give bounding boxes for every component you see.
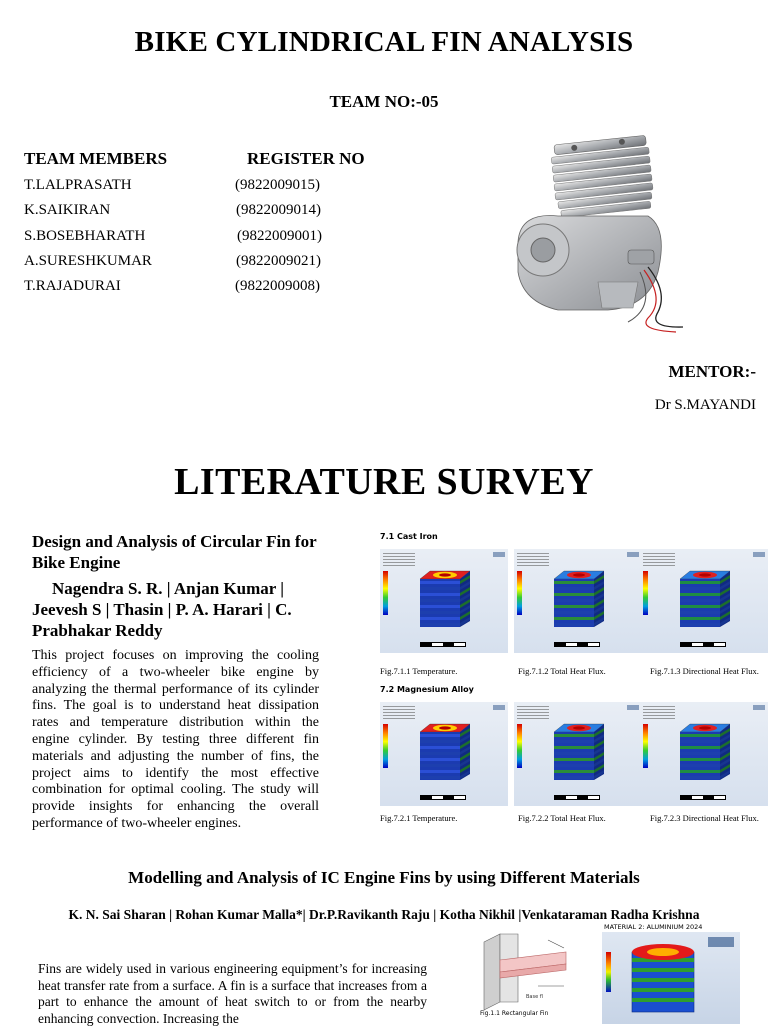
aluminium-analysis-image: [602, 932, 740, 1024]
thermal-analysis-panel: [380, 549, 508, 653]
member-register-no: (9822009014): [236, 202, 321, 218]
section-title: LITERATURE SURVEY: [174, 461, 594, 503]
paper1-title: Design and Analysis of Circular Fin for Bike Engine: [32, 532, 317, 572]
member-register-no: (9822009008): [235, 278, 320, 294]
team-number: TEAM NO:-05: [329, 92, 439, 111]
thermal-analysis-panel: [380, 702, 508, 806]
member-name: T.LALPRASATH: [24, 177, 132, 193]
member-name: K.SAIKIRAN: [24, 202, 111, 218]
paper1-authors: Nagendra S. R. | Anjan Kumar | Jeevesh S | Thasin | P. A. Harari | C. Prabhakar Reddy: [32, 579, 292, 640]
color-legend: [643, 571, 648, 615]
paper2-authors: K. N. Sai Sharan | Rohan Kumar Malla*| Dr.P.Ravikanth Raju | Kotha Nikhil |Venkataraman Radha Krishna: [68, 907, 700, 922]
color-legend: [517, 571, 522, 615]
fin-block-model: [676, 565, 734, 629]
fin-block-model: [416, 565, 474, 629]
figure-caption: Fig.7.2.3 Directional Heat Flux.: [650, 813, 759, 823]
scale-bar: [554, 642, 600, 647]
scale-bar: [680, 795, 726, 800]
scale-bar: [420, 642, 466, 647]
members-header: TEAM MEMBERS: [24, 149, 168, 168]
member-name: A.SURESHKUMAR: [24, 253, 152, 269]
paper2-figure-label: MATERIAL 2: ALUMINIUM 2024: [604, 923, 703, 931]
member-register-no: (9822009021): [236, 253, 321, 269]
mentor-label: MENTOR:-: [668, 362, 756, 381]
figure-caption: Fig.7.1.2 Total Heat Flux.: [518, 666, 606, 676]
paper2-body: Fins are widely used in various engineering equipment’s for increasing heat transfer rate from a surface. A fin is a surface that increases from a part to enhance the amount of heat switch to or from the nearby enhancing convection. Increasing the: [38, 961, 427, 1026]
figure-caption: Fig.7.2.2 Total Heat Flux.: [518, 813, 606, 823]
page-title: BIKE CYLINDRICAL FIN ANALYSIS: [134, 26, 634, 58]
panel-header-text: [643, 706, 675, 720]
figure-section-label: 7.1 Cast Iron: [380, 532, 438, 541]
register-header: REGISTER NO: [247, 149, 365, 168]
svg-text:Base fl: Base fl: [526, 994, 543, 1000]
panel-header-text: [643, 553, 675, 567]
fin-block-model: [676, 718, 734, 782]
ansys-logo-icon: [627, 705, 639, 710]
thermal-analysis-panel: [640, 702, 768, 806]
paper2-figure-caption: Fig.1.1 Rectangular Fin: [480, 1010, 549, 1017]
color-legend: [643, 724, 648, 768]
thermal-analysis-panel: [640, 549, 768, 653]
mentor-name: Dr S.MAYANDI: [654, 397, 756, 413]
paper1-abstract: This project focuses on improving the cooling efficiency of a two-wheeler bike engine by analyzing the thermal performance of its cylinder fins. The goal is to understand heat dissipation rates and temperature distribution within the engine cylinder. By testing three different fin materials and adjusting the number of fins, the project aims to identify the most effective combination for optimal cooling. The study will provide insights for enhancing the overall performance of two-wheeler engines.: [32, 648, 319, 831]
color-legend: [383, 724, 388, 768]
fin-block-model: [550, 565, 608, 629]
paper2-title: Modelling and Analysis of IC Engine Fins by using Different Materials: [128, 868, 640, 887]
panel-header-text: [517, 553, 549, 567]
color-legend: [517, 724, 522, 768]
panel-header-text: [383, 553, 415, 567]
figure-caption: Fig.7.2.1 Temperature.: [380, 813, 458, 823]
member-register-no: (9822009015): [235, 177, 320, 193]
scale-bar: [680, 642, 726, 647]
panel-header-text: [383, 706, 415, 720]
thermal-analysis-panel: [514, 702, 642, 806]
engine-image: [498, 132, 704, 338]
member-register-no: (9822009001): [237, 228, 322, 244]
scale-bar: [554, 795, 600, 800]
ansys-logo-icon: [493, 705, 505, 710]
fin-block-model: [550, 718, 608, 782]
ansys-logo-icon: [627, 552, 639, 557]
thermal-analysis-panel: [514, 549, 642, 653]
ansys-logo-icon: [753, 705, 765, 710]
color-legend: [383, 571, 388, 615]
member-name: T.RAJADURAI: [24, 278, 121, 294]
figure-section-label: 7.2 Magnesium Alloy: [380, 685, 474, 694]
ansys-logo-icon: [753, 552, 765, 557]
fin-block-model: [416, 718, 474, 782]
rectangular-fin-figure: [478, 930, 590, 1020]
figure-caption: Fig.7.1.1 Temperature.: [380, 666, 458, 676]
member-name: S.BOSEBHARATH: [24, 228, 146, 244]
figure-caption: Fig.7.1.3 Directional Heat Flux.: [650, 666, 759, 676]
scale-bar: [420, 795, 466, 800]
ansys-logo-icon: [493, 552, 505, 557]
panel-header-text: [517, 706, 549, 720]
